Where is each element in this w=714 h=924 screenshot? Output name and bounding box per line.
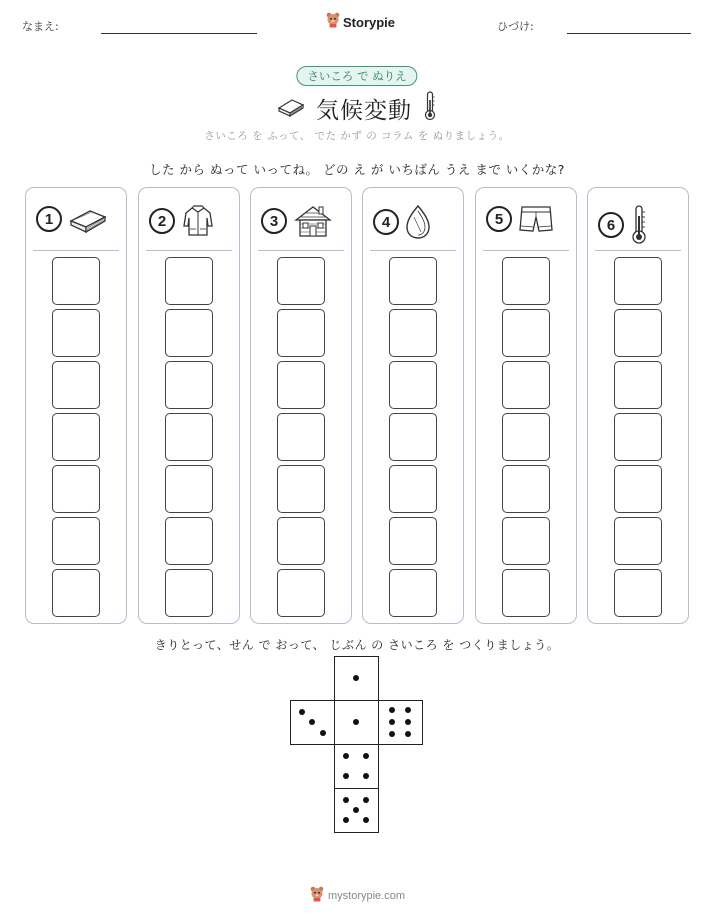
die-pip bbox=[389, 707, 395, 713]
die-face-3 bbox=[290, 700, 335, 745]
coloring-box[interactable] bbox=[502, 517, 550, 565]
coloring-box[interactable] bbox=[614, 309, 662, 357]
column-divider bbox=[33, 250, 119, 251]
die-pip bbox=[405, 731, 411, 737]
die-pip bbox=[309, 719, 315, 725]
column-number: 3 bbox=[261, 208, 287, 234]
coloring-box[interactable] bbox=[165, 309, 213, 357]
column-number: 5 bbox=[486, 206, 512, 232]
column-divider bbox=[146, 250, 232, 251]
coloring-box[interactable] bbox=[502, 413, 550, 461]
title-row bbox=[0, 90, 714, 126]
die-face-1 bbox=[334, 700, 379, 745]
page-title: 気候変動 bbox=[316, 97, 412, 124]
shorts-icon bbox=[518, 204, 554, 234]
die-pip bbox=[363, 797, 369, 803]
coloring-box[interactable] bbox=[165, 569, 213, 617]
column-number: 4 bbox=[373, 209, 399, 235]
coloring-box[interactable] bbox=[165, 465, 213, 513]
book-icon bbox=[68, 204, 108, 234]
coloring-box[interactable] bbox=[389, 257, 437, 305]
coloring-box[interactable] bbox=[614, 257, 662, 305]
column-number: 2 bbox=[149, 208, 175, 234]
coloring-boxes bbox=[502, 257, 550, 621]
coloring-box[interactable] bbox=[502, 569, 550, 617]
coloring-box[interactable] bbox=[614, 569, 662, 617]
column-3 bbox=[250, 187, 352, 624]
coloring-box[interactable] bbox=[389, 361, 437, 409]
coloring-box[interactable] bbox=[52, 309, 100, 357]
subtitle: さいころ を ふって、 でた かず の コラム を ぬりましょう。 bbox=[204, 130, 510, 142]
coloring-box[interactable] bbox=[389, 517, 437, 565]
coloring-box[interactable] bbox=[165, 517, 213, 565]
die-face-1 bbox=[334, 656, 379, 701]
die-pip bbox=[353, 807, 359, 813]
coloring-box[interactable] bbox=[52, 413, 100, 461]
cut-instruction: きりとって、せん で おって、 じぶん の さいころ を つくりましょう。 bbox=[154, 638, 560, 652]
book-icon bbox=[276, 95, 306, 121]
column-header bbox=[149, 204, 215, 238]
die-pip bbox=[343, 753, 349, 759]
coloring-box[interactable] bbox=[389, 569, 437, 617]
brand-name: Storypie bbox=[343, 14, 396, 30]
column-4 bbox=[362, 187, 464, 624]
instruction: した から ぬって いってね。 どの え が いちばん うえ まで いくかな? bbox=[149, 162, 565, 177]
die-pip bbox=[363, 817, 369, 823]
die-face-4 bbox=[334, 744, 379, 789]
column-header bbox=[36, 204, 108, 234]
coloring-box[interactable] bbox=[277, 413, 325, 461]
column-header bbox=[261, 204, 333, 238]
column-divider bbox=[483, 250, 569, 251]
die-pip bbox=[405, 719, 411, 725]
coloring-box[interactable] bbox=[52, 465, 100, 513]
coloring-box[interactable] bbox=[614, 413, 662, 461]
bear-logo-icon bbox=[326, 12, 340, 32]
coloring-box[interactable] bbox=[52, 517, 100, 565]
coloring-boxes bbox=[165, 257, 213, 621]
footer bbox=[310, 886, 405, 906]
thermometer-icon bbox=[422, 90, 438, 126]
thermometer-icon bbox=[630, 204, 648, 246]
name-line[interactable] bbox=[101, 33, 257, 34]
coloring-box[interactable] bbox=[277, 309, 325, 357]
brand bbox=[326, 12, 395, 32]
column-number: 1 bbox=[36, 206, 62, 232]
date-line[interactable] bbox=[567, 33, 691, 34]
column-6 bbox=[587, 187, 689, 624]
coloring-box[interactable] bbox=[502, 361, 550, 409]
die-pip bbox=[343, 773, 349, 779]
coloring-box[interactable] bbox=[614, 517, 662, 565]
coloring-box[interactable] bbox=[52, 257, 100, 305]
column-5 bbox=[475, 187, 577, 624]
house-icon bbox=[293, 204, 333, 238]
name-label: なまえ: bbox=[22, 20, 59, 33]
coloring-box[interactable] bbox=[614, 465, 662, 513]
die-pip bbox=[320, 730, 326, 736]
coloring-boxes bbox=[389, 257, 437, 621]
die-pip bbox=[363, 773, 369, 779]
title-badge: さいころ で ぬりえ bbox=[296, 66, 417, 86]
coloring-box[interactable] bbox=[165, 257, 213, 305]
coloring-box[interactable] bbox=[52, 361, 100, 409]
coloring-box[interactable] bbox=[502, 465, 550, 513]
column-number: 6 bbox=[598, 212, 624, 238]
coloring-box[interactable] bbox=[165, 413, 213, 461]
column-divider bbox=[258, 250, 344, 251]
die-face-5 bbox=[334, 788, 379, 833]
coloring-boxes bbox=[614, 257, 662, 621]
die-pip bbox=[299, 709, 305, 715]
column-divider bbox=[595, 250, 681, 251]
coloring-box[interactable] bbox=[614, 361, 662, 409]
coloring-box[interactable] bbox=[389, 309, 437, 357]
coloring-box[interactable] bbox=[165, 361, 213, 409]
drop-icon bbox=[405, 204, 431, 240]
coloring-box[interactable] bbox=[389, 465, 437, 513]
coloring-box[interactable] bbox=[277, 569, 325, 617]
die-face-6 bbox=[378, 700, 423, 745]
coloring-box[interactable] bbox=[277, 257, 325, 305]
coloring-boxes bbox=[52, 257, 100, 621]
coloring-box[interactable] bbox=[502, 257, 550, 305]
column-1 bbox=[25, 187, 127, 624]
die-pip bbox=[363, 753, 369, 759]
coloring-box[interactable] bbox=[502, 309, 550, 357]
die-pip bbox=[389, 719, 395, 725]
coloring-box[interactable] bbox=[277, 517, 325, 565]
column-2 bbox=[138, 187, 240, 624]
column-divider bbox=[370, 250, 456, 251]
coloring-boxes bbox=[277, 257, 325, 621]
footer-url[interactable]: mystorypie.com bbox=[328, 890, 406, 902]
column-header bbox=[373, 204, 431, 240]
die-pip bbox=[343, 817, 349, 823]
die-pip bbox=[353, 719, 359, 725]
die-pip bbox=[389, 731, 395, 737]
bear-logo-icon bbox=[310, 886, 324, 906]
coloring-box[interactable] bbox=[389, 413, 437, 461]
column-header bbox=[486, 204, 554, 234]
coloring-box[interactable] bbox=[277, 361, 325, 409]
die-pip bbox=[405, 707, 411, 713]
date-label: ひづけ: bbox=[497, 20, 534, 33]
coloring-box[interactable] bbox=[52, 569, 100, 617]
column-header bbox=[598, 204, 648, 246]
coat-icon bbox=[181, 204, 215, 238]
die-pip bbox=[343, 797, 349, 803]
die-pip bbox=[353, 675, 359, 681]
coloring-box[interactable] bbox=[277, 465, 325, 513]
